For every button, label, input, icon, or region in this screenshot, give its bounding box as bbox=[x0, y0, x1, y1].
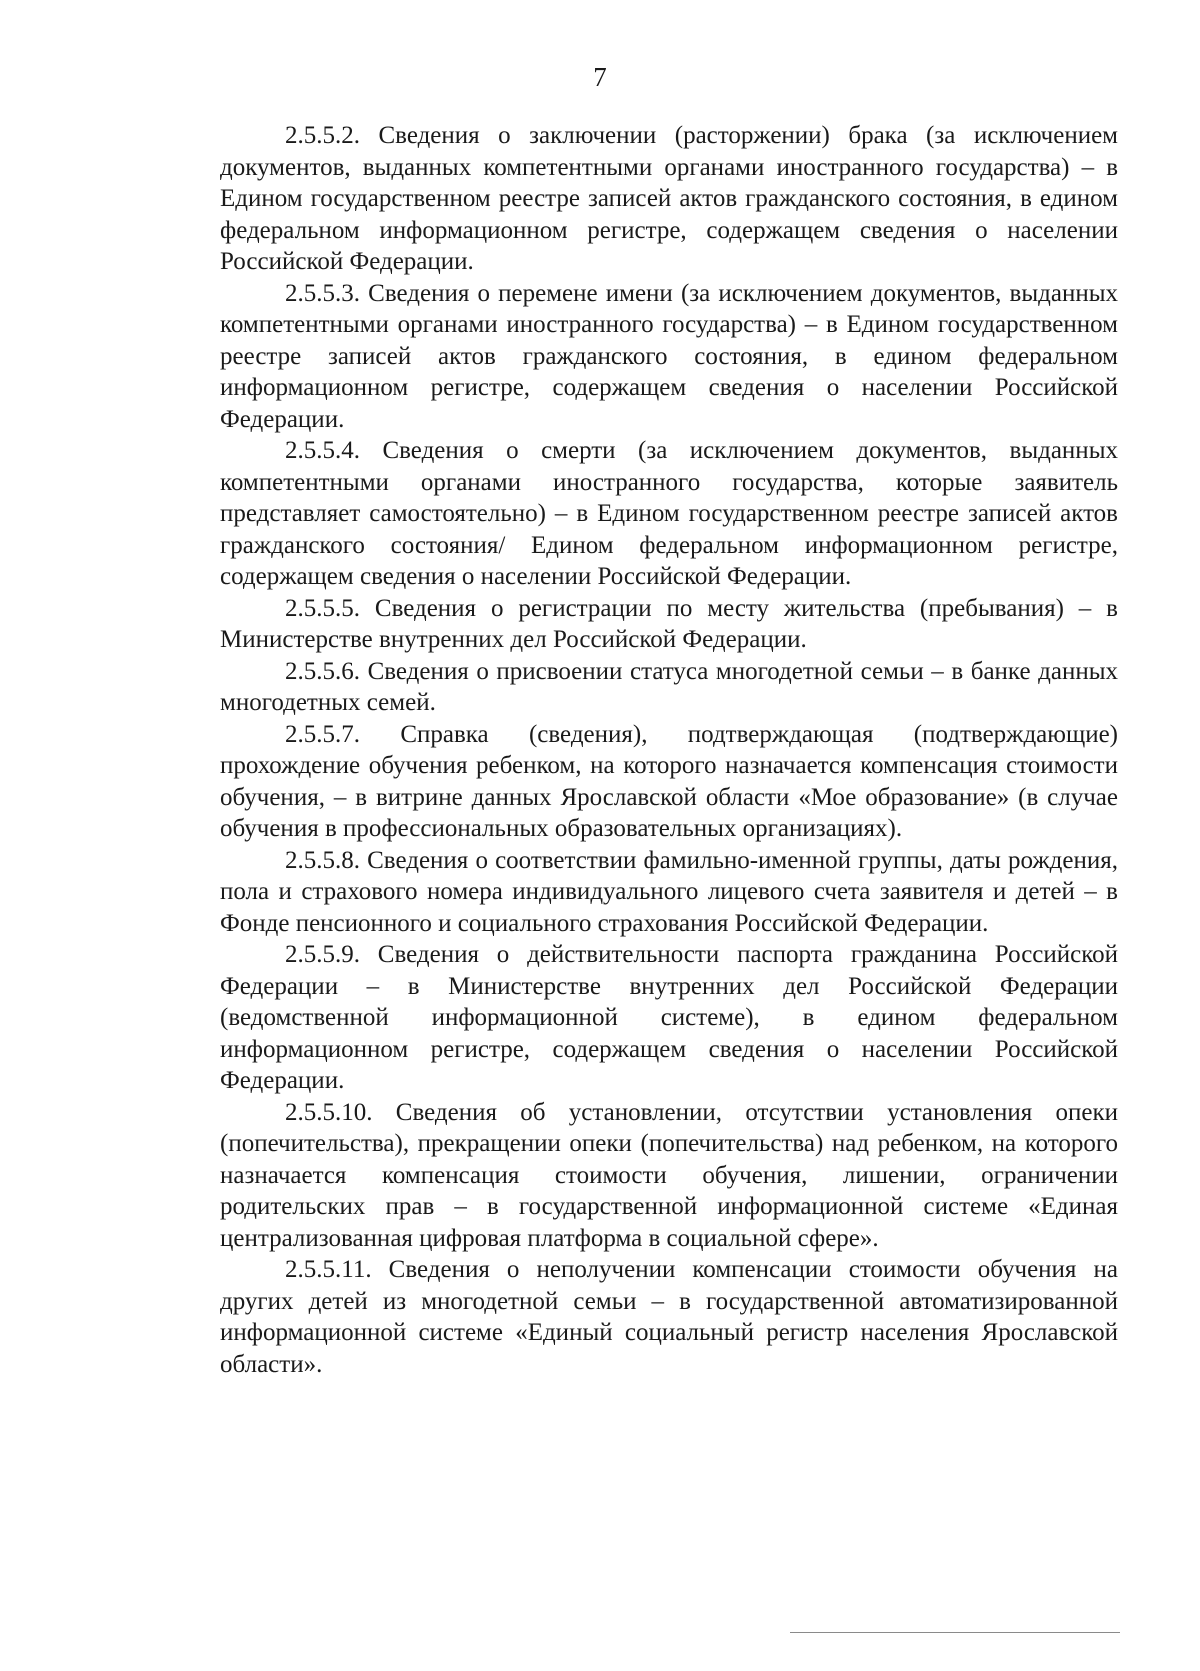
paragraph-2-5-5-9: 2.5.5.9. Сведения о действительности паспорта гражданина Российской Федерации – в Министерстве внутренних дел Российской Федерации (ведомственной информационной системе), в едином федеральном информационном регистре, содержащем сведения о населении Российской Федерации. bbox=[220, 941, 1118, 1094]
page-number: 7 bbox=[593, 62, 607, 92]
paragraph-2-5-5-5: 2.5.5.5. Сведения о регистрации по месту жительства (пребывания) – в Министерстве внутренних дел Российской Федерации. bbox=[220, 594, 1118, 653]
paragraph-2-5-5-4: 2.5.5.4. Сведения о смерти (за исключением документов, выданных компетентными органами иностранного государства, которые заявитель представляет самостоятельно) – в Едином государственном реестре записей актов гражданского состояния/ Едином федеральном информационном регистре, содержащем сведения о населении Российской Федерации. bbox=[220, 437, 1118, 590]
footer-divider bbox=[790, 1632, 1120, 1633]
document-body bbox=[220, 120, 1118, 1380]
paragraph-2-5-5-2: 2.5.5.2. Сведения о заключении (расторжении) брака (за исключением документов, выданных компетентными органами иностранного государства) – в Едином государственном реестре записей актов гражданского состояния, в едином федеральном информационном регистре, содержащем сведения о населении Российской Федерации. bbox=[220, 122, 1118, 275]
paragraph-2-5-5-10: 2.5.5.10. Сведения об установлении, отсутствии установления опеки (попечительства), прекращении опеки (попечительства) над ребенком, на которого назначается компенсация стоимости обучения, лишении, ограничении родительских прав – в государственной информационной системе «Единая централизованная цифровая платформа в социальной сфере». bbox=[220, 1098, 1118, 1252]
paragraph-2-5-5-8: 2.5.5.8. Сведения о соответствии фамильно-именной группы, даты рождения, пола и страхового номера индивидуального лицевого счета заявителя и детей – в Фонде пенсионного и социального страхования Российской Федерации. bbox=[220, 846, 1118, 937]
paragraph-2-5-5-6: 2.5.5.6. Сведения о присвоении статуса многодетной семьи – в банке данных многодетных семей. bbox=[220, 657, 1118, 716]
paragraph-2-5-5-11: 2.5.5.11. Сведения о неполучении компенсации стоимости обучения на других детей из многодетной семьи – в государственной автоматизированной информационной системе «Единый социальный регистр населения Ярославской области». bbox=[220, 1256, 1118, 1378]
paragraph-2-5-5-3: 2.5.5.3. Сведения о перемене имени (за исключением документов, выданных компетентными органами иностранного государства) – в Едином государственном реестре записей актов гражданского состояния, в едином федеральном информационном регистре, содержащем сведения о населении Российской Федерации. bbox=[220, 279, 1118, 433]
paragraph-2-5-5-7: 2.5.5.7. Справка (сведения), подтверждающая (подтверждающие) прохождение обучения ребенком, на которого назначается компенсация стоимости обучения, – в витрине данных Ярославской области «Мое образование» (в случае обучения в профессиональных образовательных организациях). bbox=[220, 720, 1118, 842]
